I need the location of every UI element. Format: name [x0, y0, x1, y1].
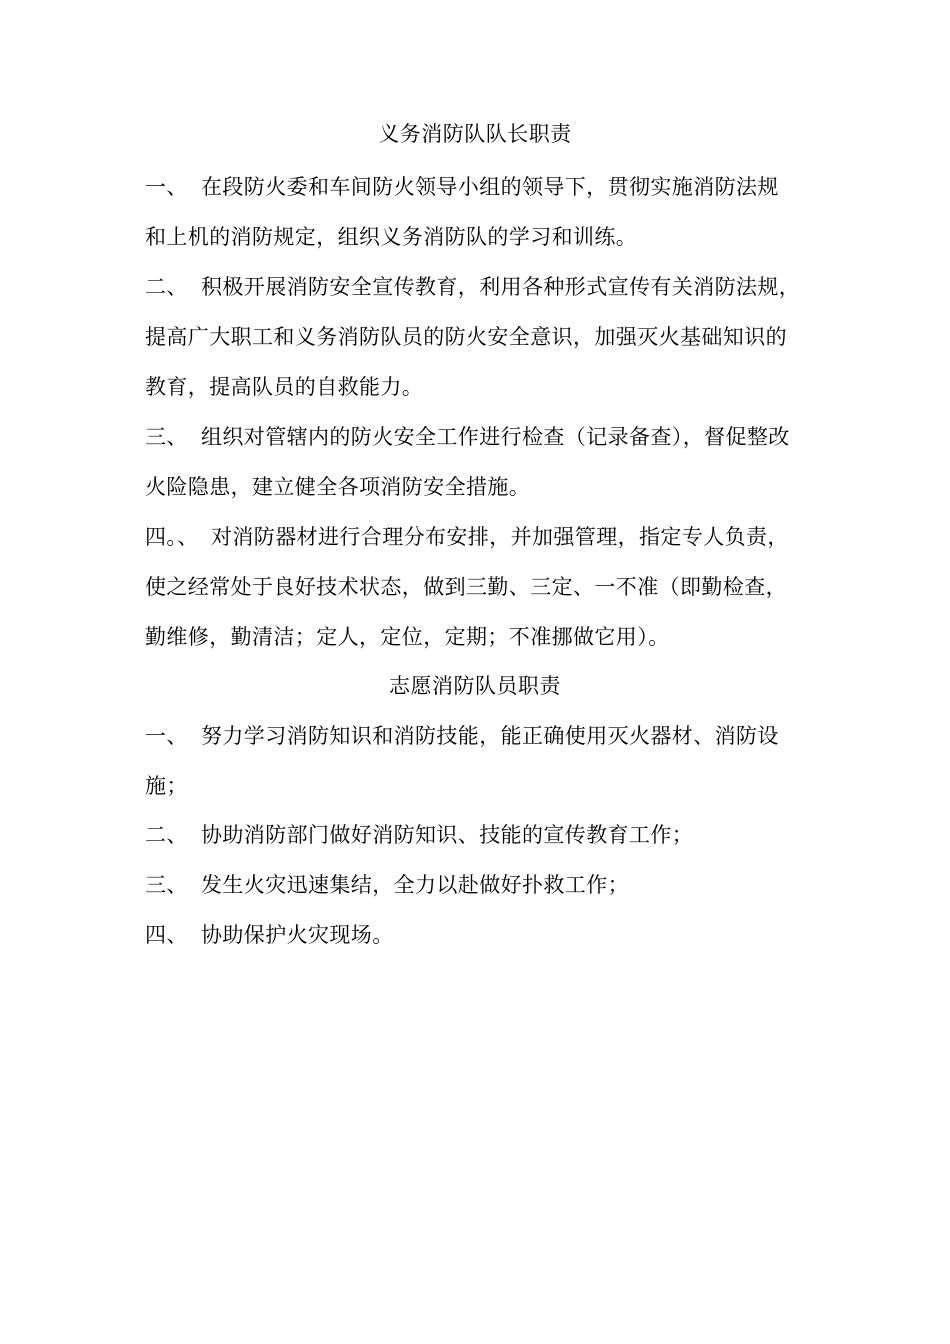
paragraph-line: 使之经常处于良好技术状态，做到三勤、三定、一不准（即勤检查，: [145, 575, 787, 599]
paragraph-line: 提高广大职工和义务消防队员的防火安全意识，加强灭火基础知识的: [145, 325, 787, 349]
paragraph-line: [145, 272, 825, 302]
paragraph-line: [145, 820, 825, 850]
item-text: 积极开展消防安全宣传教育，利用各种形式宣传有关消防法规，: [201, 275, 801, 299]
item-text: 努力学习消防知识和消防技能，能正确使用灭火器材、消防设: [201, 724, 779, 748]
item-text: 协助消防部门做好消防知识、技能的宣传教育工作；: [201, 823, 694, 847]
section-title-volunteer: 志愿消防队员职责: [389, 674, 561, 698]
item-number: 二、: [145, 275, 188, 299]
paragraph-line: 教育，提高队员的自救能力。: [145, 375, 424, 399]
item-number: 一、: [145, 724, 188, 748]
paragraph-line: [145, 172, 825, 202]
item-number: 三、: [145, 873, 188, 897]
paragraph-line: 勤维修，勤清洁；定人，定位，定期；不准挪做它用）。: [145, 625, 670, 649]
item-text: 在段防火委和车间防火领导小组的领导下，贯彻实施消防法规: [201, 175, 779, 199]
item-text: 对消防器材进行合理分布安排，并加强管理，指定专人负责，: [211, 525, 789, 549]
item-number: 四、: [145, 923, 188, 947]
item-text: 协助保护火灾现场。: [201, 923, 394, 947]
paragraph-line: 施；: [145, 774, 188, 798]
paragraph-line: [145, 870, 825, 900]
item-text: 发生火灾迅速集结，全力以赴做好扑救工作；: [201, 873, 629, 897]
paragraph-line: 和上机的消防规定，组织义务消防队的学习和训练。: [145, 225, 638, 249]
item-number: 三、: [145, 425, 188, 449]
section-title-captain: 义务消防队队长职责: [378, 122, 572, 146]
paragraph-line: 火险隐患，建立健全各项消防安全措施。: [145, 475, 531, 499]
paragraph-line: [145, 721, 825, 751]
paragraph-line: [145, 522, 825, 552]
item-number: 一、: [145, 175, 188, 199]
item-number: 二、: [145, 823, 188, 847]
item-text: 组织对管辖内的防火安全工作进行检查（记录备查），督促整改: [201, 425, 790, 449]
paragraph-line: [145, 422, 825, 452]
item-number: 四。、: [145, 525, 199, 549]
paragraph-line: [145, 920, 825, 950]
